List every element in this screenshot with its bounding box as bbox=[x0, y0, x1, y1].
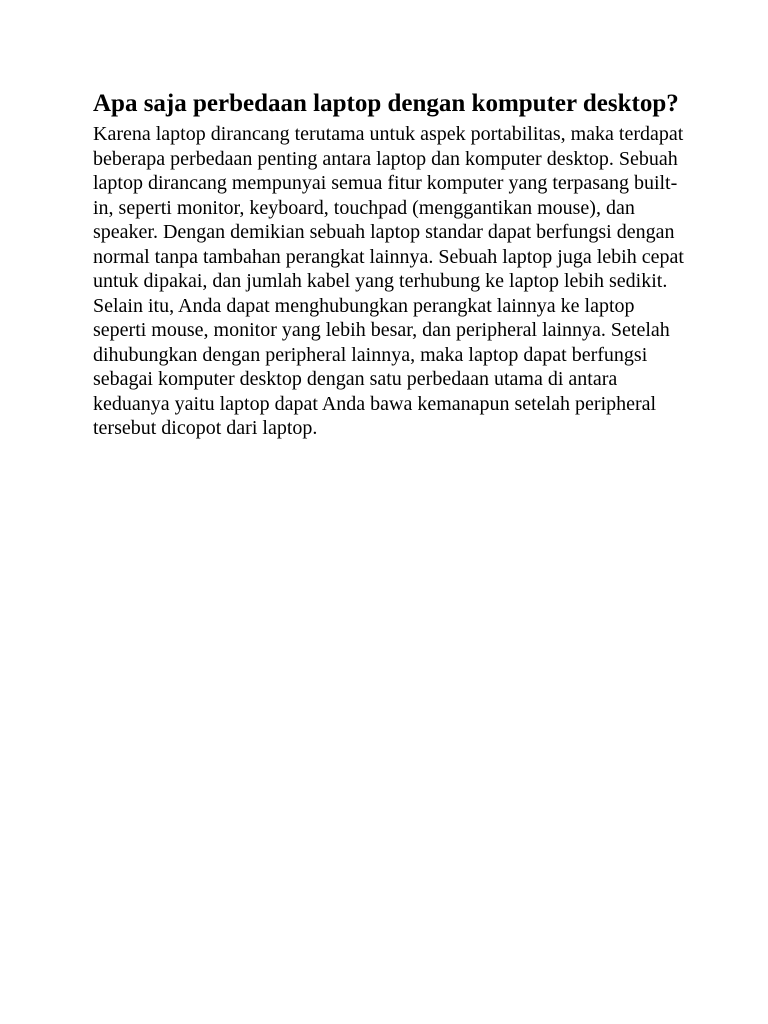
document-page bbox=[93, 88, 689, 441]
page-title: Apa saja perbedaan laptop dengan komputer desktop? bbox=[93, 90, 679, 117]
paragraph: Selain itu, Anda dapat menghubungkan perangkat lainnya ke laptop seperti mouse, monitor yang lebih besar, dan peripheral lainnya. Setelah dihubungkan dengan peripheral lainnya, maka laptop dapat berfungsi sebagai komputer desktop dengan satu perbedaan utama di antara keduanya yaitu laptop dapat Anda bawa kemanapun setelah peripheral tersebut dicopot dari laptop. bbox=[93, 294, 670, 439]
paragraph: Karena laptop dirancang terutama untuk aspek portabilitas, maka terdapat beberapa perbedaan penting antara laptop dan komputer desktop. Sebuah laptop dirancang mempunyai semua fitur komputer yang terpasang built-in, seperti monitor, keyboard, touchpad (menggantikan mouse), dan speaker. Dengan demikian sebuah laptop standar dapat berfungsi dengan normal tanpa tambahan perangkat lainnya. Sebuah laptop juga lebih cepat untuk dipakai, dan jumlah kabel yang terhubung ke laptop lebih sedikit. bbox=[93, 123, 684, 292]
document-body bbox=[93, 122, 689, 441]
